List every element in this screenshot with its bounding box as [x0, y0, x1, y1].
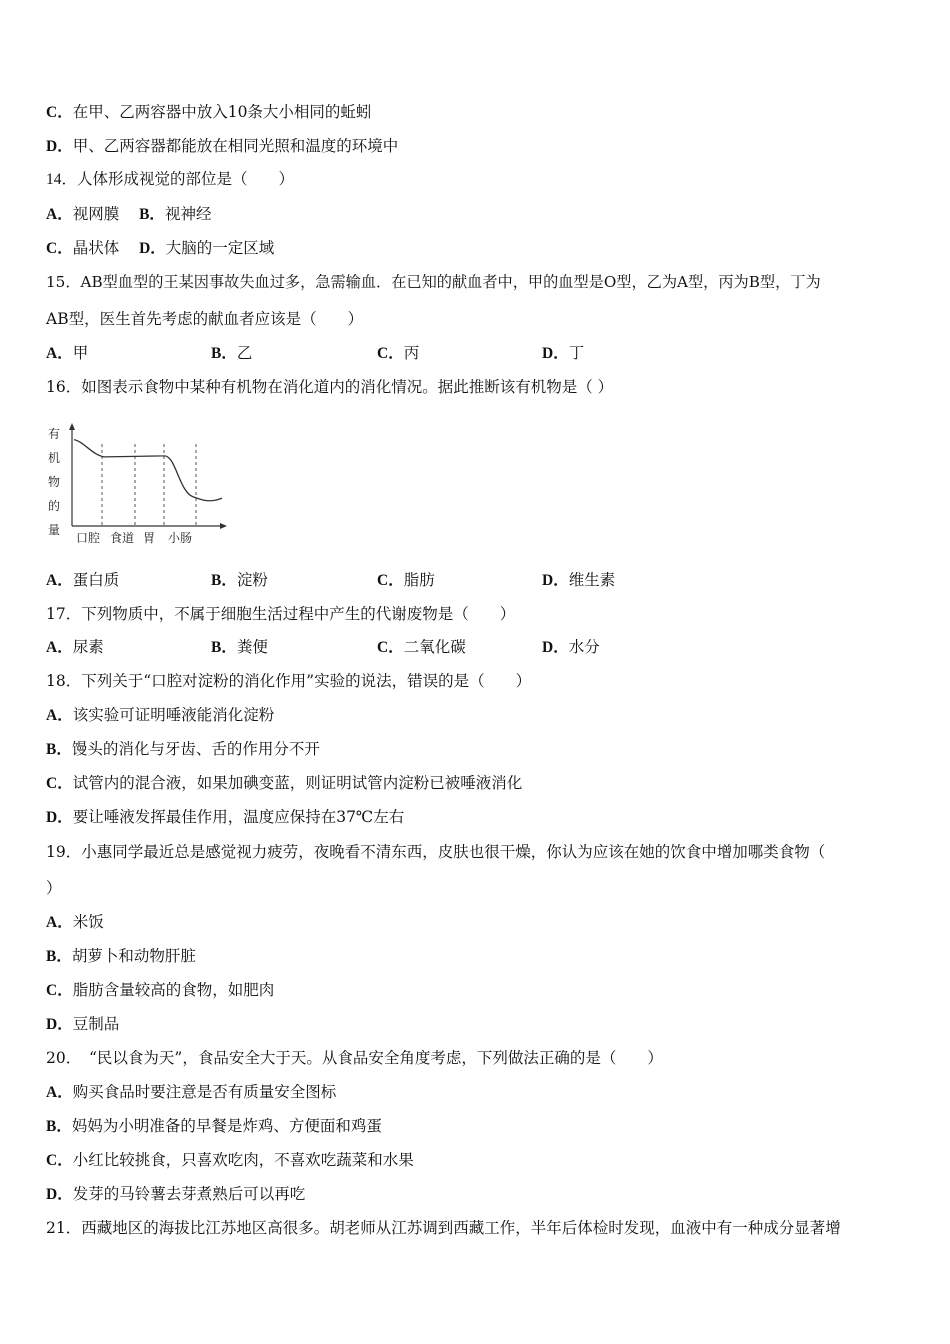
- q19-option-b: B．胡萝卜和动物肝脏: [46, 947, 196, 965]
- option-label: C．: [46, 104, 73, 121]
- q16-stem: 16．如图表示食物中某种有机物在消化道内的消化情况。据此推断该有机物是（ ）: [46, 378, 614, 396]
- q20-option-b: B．妈妈为小明准备的早餐是炸鸡、方便面和鸡蛋: [46, 1117, 382, 1135]
- y-label-char: 物: [48, 475, 61, 489]
- q18-option-b: B．馒头的消化与牙齿、舌的作用分不开: [46, 740, 320, 758]
- q17-option-d: D．水分: [542, 638, 600, 656]
- q16-options: [46, 570, 906, 590]
- option-text: 视网膜: [72, 205, 120, 223]
- option-text: 晶状体: [72, 239, 120, 257]
- x-axis-arrow: [220, 523, 227, 529]
- q15-option-d: D．丁: [542, 344, 585, 362]
- y-label-char: 机: [48, 451, 61, 465]
- q19-option-a: A．米饭: [46, 913, 104, 931]
- x-tick-label: 小肠: [168, 531, 193, 545]
- q13-option-d: [46, 136, 398, 157]
- q19-stem-line1: 19．小惠同学最近总是感觉视力疲劳，夜晚看不清东西，皮肤也很干燥，你认为应该在她的饮食中增加哪类食物（: [46, 843, 826, 861]
- q19-option-c: C．脂肪含量较高的食物，如肥肉: [46, 981, 275, 999]
- y-label-char: 的: [48, 499, 61, 513]
- q21-stem: 21．西藏地区的海拔比江苏地区高很多。胡老师从江苏调到西藏工作，半年后体检时发现，血液中有一种成分显著增: [46, 1219, 841, 1237]
- q20-option-c: C．小红比较挑食，只喜欢吃肉，不喜欢吃蔬菜和水果: [46, 1151, 414, 1169]
- y-axis-arrow: [69, 423, 75, 430]
- y-label-char: 有: [48, 427, 61, 441]
- q17-stem: 17．下列物质中，不属于细胞生活过程中产生的代谢废物是（ ）: [46, 605, 516, 623]
- option-label: B．: [139, 206, 165, 223]
- option-label: A．: [46, 206, 73, 223]
- q17-option-a: A．尿素: [46, 638, 104, 656]
- q18-option-d: D．要让唾液发挥最佳作用，温度应保持在37℃左右: [46, 808, 405, 826]
- q15-option-b: B．乙: [211, 344, 253, 362]
- q18-option-c: C．试管内的混合液，如果加碘变蓝，则证明试管内淀粉已被唾液消化: [46, 774, 523, 792]
- q14-options-row1: [46, 204, 211, 225]
- q15-options: [46, 343, 906, 363]
- q16-option-a: A．蛋白质: [46, 571, 120, 589]
- y-label-char: 量: [48, 523, 61, 537]
- option-text: 视神经: [164, 205, 212, 223]
- q16-option-d: D．维生素: [542, 571, 616, 589]
- q19-option-d: D．豆制品: [46, 1015, 120, 1033]
- q17-option-c: C．二氧化碳: [377, 638, 466, 656]
- x-tick-label: 口腔: [76, 531, 101, 545]
- q18-stem: 18．下列关于“口腔对淀粉的消化作用”实验的说法，错误的是（ ）: [46, 672, 532, 690]
- digestion-chart: [44, 418, 234, 548]
- q15-stem-line1: 15．AB型血型的王某因事故失血过多，急需输血．在已知的献血者中，甲的血型是O型，乙为A型，丙为B型，丁为: [46, 273, 821, 291]
- q14-options-row2: [46, 238, 274, 259]
- option-text: 大脑的一定区域: [165, 239, 275, 257]
- q20-option-d: D．发芽的马铃薯去芽煮熟后可以再吃: [46, 1185, 306, 1203]
- q15-option-a: A．甲: [46, 344, 89, 362]
- option-text: 在甲、乙两容器中放入10条大小相同的蚯蚓: [72, 103, 372, 121]
- q17-options: [46, 637, 906, 657]
- q20-stem: 20． “民以食为天”，食品安全大于天。从食品安全角度考虑，下列做法正确的是（ ）: [46, 1049, 663, 1067]
- option-label: C．: [46, 240, 73, 257]
- q16-option-b: B．淀粉: [211, 571, 268, 589]
- q14-stem: 14．人体形成视觉的部位是（ ）: [46, 171, 295, 188]
- option-label: D．: [139, 240, 166, 257]
- q19-stem-line2: ）: [46, 879, 62, 897]
- q18-option-a: A．该实验可证明唾液能消化淀粉: [46, 706, 275, 724]
- option-label: D．: [46, 138, 73, 155]
- series-line: [74, 440, 222, 501]
- option-text: 甲、乙两容器都能放在相同光照和温度的环境中: [72, 137, 399, 155]
- q15-stem-line2: AB型，医生首先考虑的献血者应该是（ ）: [46, 310, 364, 328]
- q20-option-a: A．购买食品时要注意是否有质量安全图标: [46, 1083, 337, 1101]
- x-tick-label: 胃: [143, 531, 156, 545]
- x-tick-label: 食道: [110, 531, 135, 545]
- q15-option-c: C．丙: [377, 344, 420, 362]
- q17-option-b: B．粪便: [211, 638, 268, 656]
- q16-option-c: C．脂肪: [377, 571, 435, 589]
- q13-option-c: [46, 102, 371, 123]
